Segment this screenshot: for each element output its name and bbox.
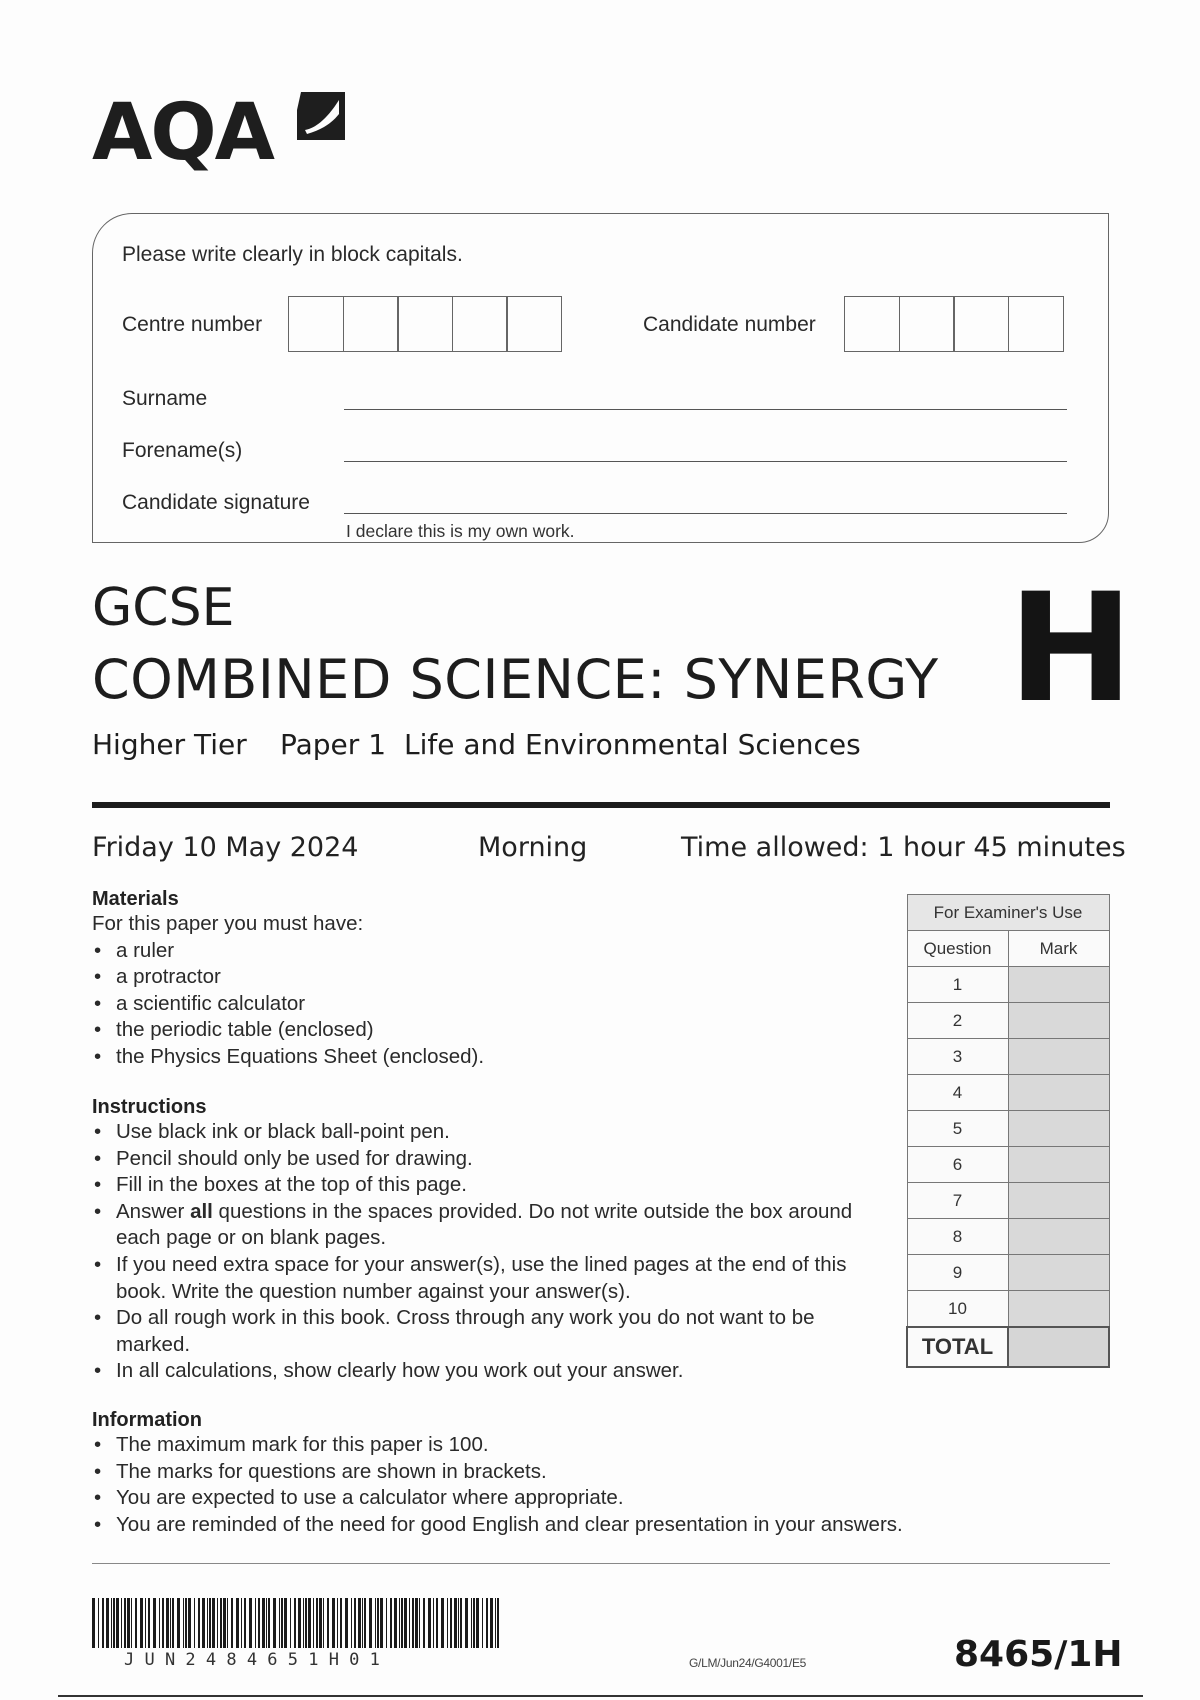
- list-item: • You are expected to use a calculator where appropriate.: [92, 1485, 1102, 1512]
- table-row: [907, 1075, 1109, 1111]
- candidate-number-label: Candidate number: [643, 313, 816, 336]
- centre-number-boxes[interactable]: [288, 296, 562, 352]
- mark-cell: [1008, 1291, 1109, 1328]
- table-row: [907, 1003, 1109, 1039]
- candidate-number-boxes[interactable]: [844, 296, 1064, 352]
- centre-number-digit-box[interactable]: [288, 296, 344, 352]
- instructions-list: [92, 1119, 882, 1385]
- instructions-heading: Instructions: [92, 1096, 207, 1118]
- forenames-label: Forename(s): [122, 439, 243, 462]
- question-number: 7: [907, 1183, 1008, 1219]
- centre-number-digit-box[interactable]: [452, 296, 508, 352]
- paper-label: Paper 1: [280, 728, 387, 761]
- examiners-use-table: [906, 894, 1110, 1368]
- question-number: 1: [907, 967, 1008, 1003]
- exam-session: Morning: [478, 832, 588, 863]
- list-item: • a ruler: [92, 938, 872, 965]
- information-section: [92, 1409, 1102, 1538]
- question-number: 8: [907, 1219, 1008, 1255]
- exam-date: Friday 10 May 2024: [92, 832, 359, 863]
- mark-cell: [1008, 1219, 1109, 1255]
- list-item: • a scientific calculator: [92, 991, 872, 1018]
- time-allowed: Time allowed: 1 hour 45 minutes: [681, 832, 1126, 863]
- title-divider: [92, 802, 1110, 808]
- mark-cell: [1008, 1147, 1109, 1183]
- candidate-number-digit-box[interactable]: [844, 296, 900, 352]
- list-item: • Pencil should only be used for drawing.: [92, 1146, 882, 1173]
- question-number: 3: [907, 1039, 1008, 1075]
- list-item: • Fill in the boxes at the top of this page.: [92, 1172, 882, 1199]
- tier-letter: H: [1008, 562, 1134, 736]
- block-capitals-instruction: Please write clearly in block capitals.: [122, 243, 463, 266]
- list-item: • the Physics Equations Sheet (enclosed).: [92, 1044, 872, 1071]
- materials-section: [92, 888, 872, 1071]
- centre-number-label: Centre number: [122, 313, 263, 336]
- list-item: • The marks for questions are shown in brackets.: [92, 1459, 1102, 1486]
- total-mark-cell: [1008, 1327, 1109, 1367]
- forenames-field[interactable]: [344, 461, 1067, 462]
- centre-number-digit-box[interactable]: [343, 296, 399, 352]
- centre-number-digit-box[interactable]: [397, 296, 453, 352]
- list-item: • Use black ink or black ball-point pen.: [92, 1119, 882, 1146]
- list-item: • Do all rough work in this book. Cross through any work you do not want to be marked.: [92, 1305, 882, 1358]
- mark-column-header: Mark: [1008, 931, 1109, 967]
- list-item: • If you need extra space for your answer(s), use the lined pages at the end of this book. Write the question number against your answer(s).: [92, 1252, 882, 1305]
- question-number: 9: [907, 1255, 1008, 1291]
- total-row: [907, 1327, 1109, 1367]
- question-number: 10: [907, 1291, 1008, 1328]
- information-divider: [92, 1563, 1110, 1564]
- paper-code: 8465/1H: [954, 1634, 1123, 1675]
- signature-label: Candidate signature: [122, 491, 310, 514]
- table-row: [907, 1291, 1109, 1328]
- mark-cell: [1008, 1183, 1109, 1219]
- aqa-logo-mark-icon: [295, 90, 347, 148]
- candidate-details-box: [92, 213, 1109, 543]
- mark-cell: [1008, 1111, 1109, 1147]
- list-item: • Answer all questions in the spaces provided. Do not write outside the box around each page or on blank pages.: [92, 1199, 882, 1252]
- candidate-number-digit-box[interactable]: [899, 296, 955, 352]
- qualification-level: GCSE: [92, 578, 235, 638]
- candidate-number-digit-box[interactable]: [1008, 296, 1064, 352]
- barcode-text: J U N 2 4 8 4 6 5 1 H 0 1: [124, 1650, 380, 1670]
- document-reference: G/LM/Jun24/G4001/E5: [689, 1656, 807, 1670]
- table-row: [907, 1039, 1109, 1075]
- question-number: 2: [907, 1003, 1008, 1039]
- examiners-use-title: For Examiner's Use: [907, 895, 1109, 931]
- information-heading: Information: [92, 1409, 202, 1431]
- subject-title: COMBINED SCIENCE: SYNERGY: [92, 648, 939, 711]
- surname-label: Surname: [122, 387, 208, 410]
- total-label: TOTAL: [907, 1327, 1008, 1367]
- question-number: 4: [907, 1075, 1008, 1111]
- list-item: • The maximum mark for this paper is 100.: [92, 1432, 1102, 1459]
- list-item: • In all calculations, show clearly how you work out your answer.: [92, 1358, 882, 1385]
- surname-field[interactable]: [344, 409, 1067, 410]
- declaration-text: I declare this is my own work.: [346, 521, 575, 541]
- candidate-number-digit-box[interactable]: [953, 296, 1009, 352]
- mark-cell: [1008, 1003, 1109, 1039]
- table-row: [907, 1219, 1109, 1255]
- paper-title: Life and Environmental Sciences: [404, 728, 861, 761]
- tier-label: Higher Tier: [92, 728, 247, 761]
- instructions-section: [92, 1096, 882, 1385]
- signature-field[interactable]: [344, 513, 1067, 514]
- materials-list: [92, 938, 872, 1071]
- question-column-header: Question: [907, 931, 1008, 967]
- question-number: 6: [907, 1147, 1008, 1183]
- information-list: [92, 1432, 1102, 1538]
- mark-cell: [1008, 1039, 1109, 1075]
- materials-heading: Materials: [92, 888, 179, 910]
- list-item: • You are reminded of the need for good English and clear presentation in your answers.: [92, 1512, 1102, 1539]
- mark-cell: [1008, 967, 1109, 1003]
- materials-intro: For this paper you must have:: [92, 912, 364, 935]
- mark-cell: [1008, 1255, 1109, 1291]
- list-item: • a protractor: [92, 964, 872, 991]
- aqa-logo-text: AQA: [92, 88, 274, 178]
- table-row: [907, 1147, 1109, 1183]
- list-item: • the periodic table (enclosed): [92, 1017, 872, 1044]
- page-bottom-rule: [58, 1695, 1143, 1697]
- question-number: 5: [907, 1111, 1008, 1147]
- table-row: [907, 1111, 1109, 1147]
- barcode: [92, 1598, 504, 1648]
- table-row: [907, 1183, 1109, 1219]
- table-row: [907, 967, 1109, 1003]
- mark-cell: [1008, 1075, 1109, 1111]
- centre-number-digit-box[interactable]: [506, 296, 562, 352]
- table-row: [907, 1255, 1109, 1291]
